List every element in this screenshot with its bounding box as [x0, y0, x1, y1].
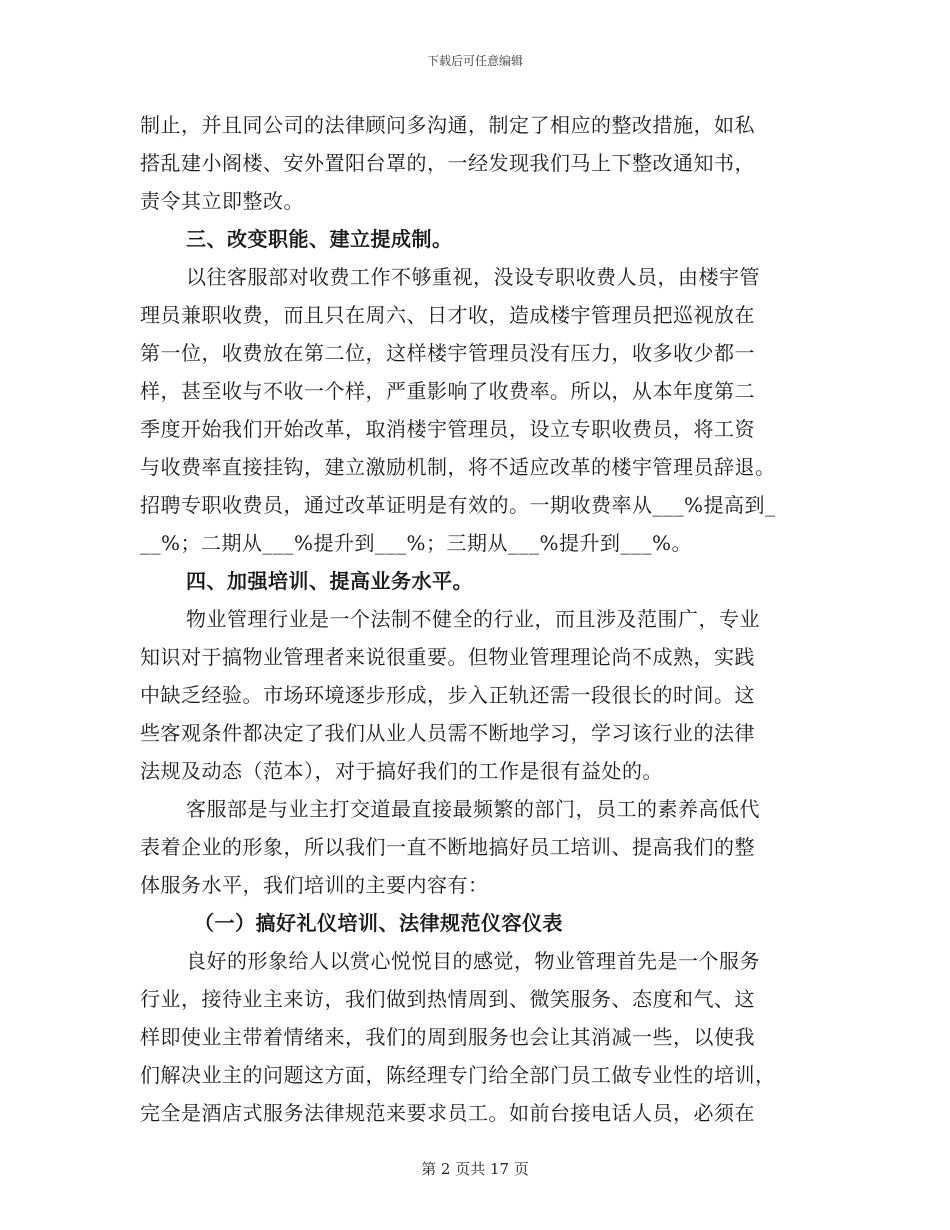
body-line: 制止，并且同公司的法律顾问多沟通，制定了相应的整改措施，如私	[140, 113, 755, 137]
body-line: 责令其立即整改。	[140, 189, 304, 213]
body-line: 中缺乏经验。市场环境逐步形成，步入正轨还需一段很长的时间。这	[140, 683, 755, 707]
body-line: 第一位，收费放在第二位，这样楼宇管理员没有压力，收多收少都一	[140, 341, 755, 365]
body-line: 与收费率直接挂钩，建立激励机制，将不适应改革的楼宇管理员辞退。	[140, 455, 776, 479]
body-line: 客服部是与业主打交道最直接最频繁的部门，员工的素养高低代	[186, 797, 760, 821]
body-line: 搭乱建小阁楼、安外置阳台罩的，一经发现我们马上下整改通知书，	[140, 151, 755, 175]
body-line: 知识对于搞物业管理者来说很重要。但物业管理理论尚不成熟，实践	[140, 645, 755, 669]
body-line: 样，甚至收与不收一个样，严重影响了收费率。所以，从本年度第二	[140, 379, 755, 403]
body-line: 们解决业主的问题这方面，陈经理专门给全部门员工做专业性的培训，	[140, 1063, 776, 1087]
subsection-heading: （一）搞好礼仪培训、法律规范仪容仪表	[194, 911, 563, 935]
section-heading: 四、加强培训、提高业务水平。	[186, 569, 473, 593]
body-line: 体服务水平，我们培训的主要内容有：	[140, 873, 489, 897]
body-line: 样即使业主带着情绪来，我们的周到服务也会让其消减一些，以使我	[140, 1025, 755, 1049]
body-line: 季度开始我们开始改革，取消楼宇管理员，设立专职收费员，将工资	[140, 417, 755, 441]
body-line: 完全是酒店式服务法律规范来要求员工。如前台接电话人员，必须在	[140, 1101, 755, 1125]
body-line: 些客观条件都决定了我们从业人员需不断地学习，学习该行业的法律	[140, 721, 755, 745]
body-line: 表着企业的形象，所以我们一直不断地搞好员工培训、提高我们的整	[140, 835, 755, 859]
section-heading: 三、改变职能、建立提成制。	[186, 227, 453, 251]
document-body	[140, 106, 810, 1132]
body-line: 行业，接待业主来访，我们做到热情周到、微笑服务、态度和气、这	[140, 987, 755, 1011]
body-line: __%；二期从___%提升到___%；三期从___%提升到___%。	[140, 531, 693, 555]
body-line: 物业管理行业是一个法制不健全的行业，而且涉及范围广，专业	[186, 607, 760, 631]
body-line: 法规及动态（范本），对于搞好我们的工作是很有益处的。	[140, 759, 663, 783]
body-line: 招聘专职收费员，通过改革证明是有效的。一期收费率从___%提高到_	[140, 493, 776, 517]
body-line: 以往客服部对收费工作不够重视，没设专职收费人员，由楼宇管	[186, 265, 760, 289]
body-line: 理员兼职收费，而且只在周六、日才收，造成楼宇管理员把巡视放在	[140, 303, 755, 327]
page-header: 下载后可任意编辑	[426, 54, 523, 68]
body-line: 良好的形象给人以赏心悦悦目的感觉，物业管理首先是一个服务	[186, 949, 760, 973]
page-footer: 第 2 页共 17 页	[421, 1160, 529, 1178]
